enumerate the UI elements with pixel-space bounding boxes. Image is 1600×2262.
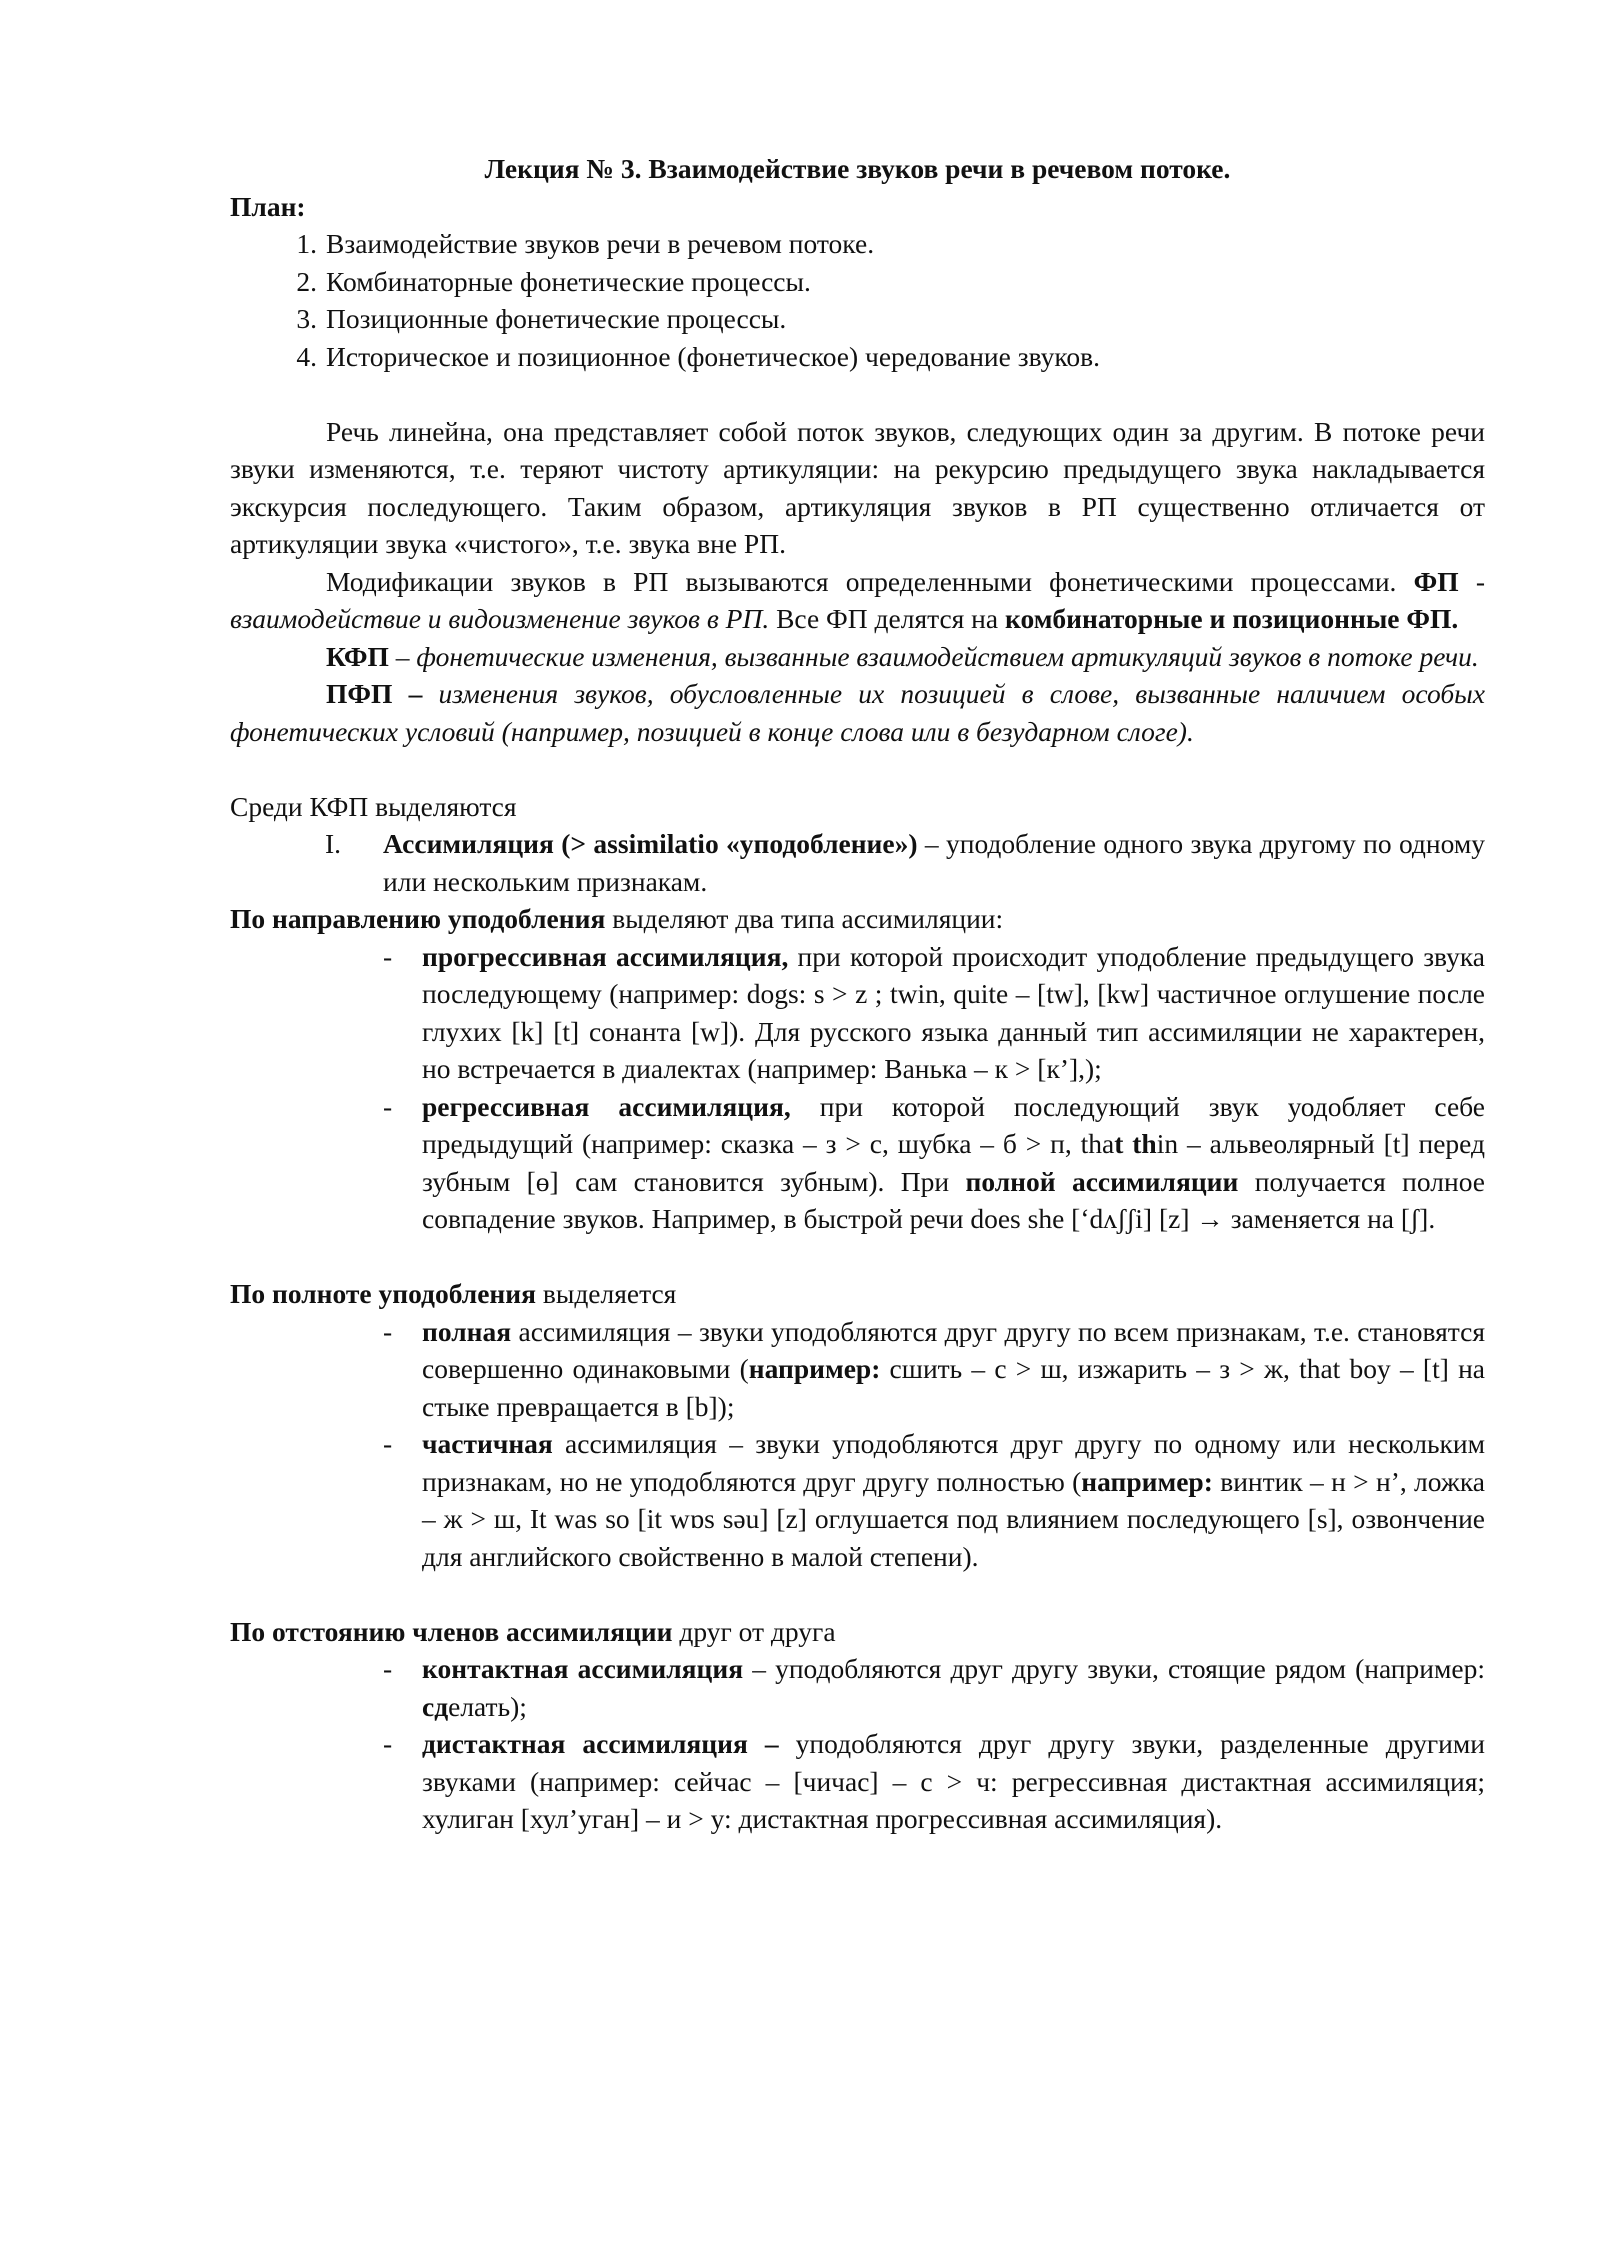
distance-list: [230, 1650, 1485, 1838]
document-page: [230, 150, 1485, 1838]
completeness-list: [230, 1313, 1485, 1576]
lecture-title: Лекция № 3. Взаимодействие звуков речи в речевом потоке.: [484, 153, 1231, 184]
pfp-definition: ПФП – изменения звуков, обусловленные их позицией в слове, вызванные наличием особых фонетических условий (например, позицией в конце слова или в безударном слоге).: [230, 678, 1485, 747]
list-item: - прогрессивная ассимиляция, при которой происходит уподобление предыдущего звука последующему (например: dogs: s > z ; twin, quite – [tw], [kw] частичное оглушение после глухих [k] [t] сонанта [w]). Для русского языка данный тип ассимиляции не характерен, но встречается в диалектах (например: Ванька – к > [к’],);: [383, 940, 1486, 1084]
list-item: - частичная ассимиляция – звуки уподобляются друг другу по одному или нескольким признакам, но не уподобляются друг другу полностью (например: винтик – н > н’, ложка – ж > ш, It was so [it wɒs səu] [z] оглушается под влиянием последующего [s], озвончение для английского свойственно в малой степени).: [383, 1428, 1485, 1572]
direction-list: [230, 938, 1485, 1238]
plan-item: 4. Историческое и позиционное (фонетическое) чередование звуков.: [296, 340, 1100, 372]
kfp-definition: КФП – фонетические изменения, вызванные взаимодействием артикуляций звуков в потоке речи.: [326, 640, 1479, 672]
list-item: - полная ассимиляция – звуки уподобляются друг другу по всем признакам, т.е. становятся совершенно одинаковыми (например: сшить – с > ш, изжарить – з > ж, that boy – [t] на стыке превращается в [b]);: [383, 1315, 1485, 1422]
completeness-heading: По полноте уподобления выделяется: [230, 1278, 677, 1309]
plan-item: 2. Комбинаторные фонетические процессы.: [296, 265, 811, 297]
list-item: - регрессивная ассимиляция, при которой последующий звук уодобляет себе предыдущий (например: сказка – з > с, шубка – б > п, that thin – альвеолярный [t] перед зубным [ɵ] сам становится зубным). При полной ассимиляции получается полное совпадение звуков. Например, в быстрой речи does she [‘dʌʃʃi] [z] → заменяется на [ʃ].: [383, 1090, 1485, 1234]
fp-definition: Модификации звуков в РП вызываются определенными фонетическими процессами. ФП - взаимодействие и видоизменение звуков в РП. Все ФП делятся на комбинаторные и позиционные ФП.: [230, 565, 1485, 634]
direction-heading: По направлению уподобления выделяют два типа ассимиляции:: [230, 903, 1004, 934]
list-item: - дистактная ассимиляция – уподобляются друг другу звуки, разделенные другими звуками (например: сейчас – [чичас] – с > ч: регрессивная дистактная ассимиляция; хулиган [хул’уган] – и > у: дистактная прогрессивная ассимиляция).: [383, 1728, 1485, 1834]
kfp-lead: Среди КФП выделяются: [230, 790, 517, 822]
list-item: - контактная ассимиляция – уподобляются друг другу звуки, стоящие рядом (например: сделать);: [383, 1653, 1485, 1722]
plan-item: 1. Взаимодействие звуков речи в речевом потоке.: [296, 228, 875, 259]
plan-list: [230, 225, 1485, 375]
plan-item: 3. Позиционные фонетические процессы.: [296, 303, 787, 334]
plan-label: План:: [230, 190, 306, 222]
intro-paragraph: Речь линейна, она представляет собой поток звуков, следующих один за другим. В потоке речи звуки изменяются, т.е. теряют чистоту артикуляции: на рекурсию предыдущего звука накладывается экскурсия последующего. Таким образом, артикуляция звуков в РП существенно отличается от артикуляции звука «чистого», т.е. звука вне РП.: [230, 415, 1485, 559]
assimilation-definition: I. Ассимиляция (> assimilatio «уподобление») – уподобление одного звука другому по одному или нескольким признакам.: [325, 828, 1485, 897]
distance-heading: По отстоянию членов ассимиляции друг от друга: [230, 1615, 836, 1647]
